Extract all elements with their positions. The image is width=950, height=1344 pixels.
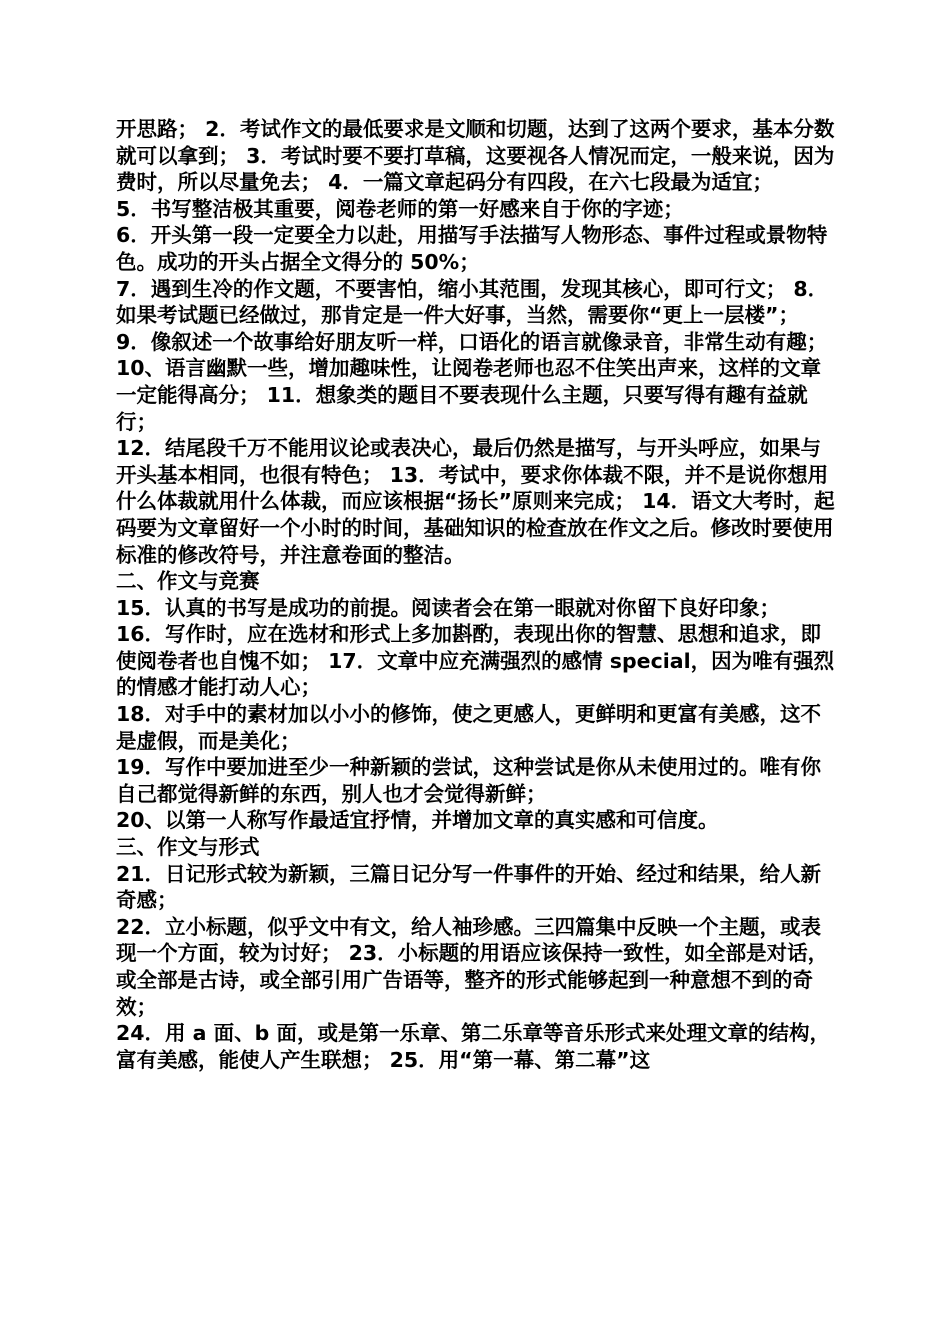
paragraph-10: 19．写作中要加进至少一种新颖的尝试，这种尝试是你从未使用过的。唯有你自己都觉得新鲜的东西，别人也才会觉得新鲜； <box>116 755 822 806</box>
paragraph-4: 7．遇到生冷的作文题，不要害怕，缩小其范围，发现其核心，即可行文； 8．如果考试题已经做过，那肯定是一件大好事，当然，需要你“更上一层楼”； 9．像叙述一个故事给好朋友听一样，口语化的语言就像录音，非常生动有趣； <box>116 276 829 354</box>
paragraph-12: 21．日记形式较为新颖，三篇日记分写一件事件的开始、经过和结果，给人新奇感； <box>116 861 822 913</box>
paragraph-13: 22．立小标题，似乎文中有文，给人袖珍感。三四篇集中反映一个主题，或表现一个方面，较为讨好； 23．小标题的用语应该保持一致性，如全部是对话，或全部是古诗，或全部引用广告语等，整齐的形式能够起到一种意想不到的奇效； <box>116 914 829 1019</box>
paragraph-9: 18．对手中的素材加以小小的修饰，使之更感人，更鲜明和更富有美感，这不是虚假，而是美化； <box>116 702 822 753</box>
document-body <box>116 116 838 1073</box>
paragraph-5: 10、语言幽默一些，增加趣味性，让阅卷老师也忍不住笑出声来，这样的文章一定能得高分； 11．想象类的题目不要表现什么主题，只要写得有趣有益就行； <box>116 356 822 434</box>
section-heading-2: 二、作文与竞赛 <box>116 569 260 594</box>
paragraph-7: 15．认真的书写是成功的前提。阅读者会在第一眼就对你留下良好印象； <box>116 595 781 620</box>
paragraph-1: 开思路； 2．考试作文的最低要求是文顺和切题，达到了这两个要求，基本分数就可以拿到； 3．考试时要不要打草稿，这要视各人情况而定，一般来说，因为费时，所以尽量免去； 4．一篇文章起码分有四段，在六七段最为适宜； <box>116 117 835 195</box>
paragraph-11: 20、以第一人称写作最适宜抒情，并增加文章的真实感和可信度。 <box>116 808 719 833</box>
section-heading-3: 三、作文与形式 <box>116 835 260 860</box>
paragraph-14: 24．用 a 面、b 面，或是第一乐章、第二乐章等音乐形式来处理文章的结构，富有美感，能使人产生联想； 25．用“第一幕、第二幕”这 <box>116 1021 830 1072</box>
paragraph-8: 16．写作时，应在选材和形式上多加斟酌，表现出你的智慧、思想和追求，即使阅卷者也自愧不如； 17．文章中应充满强烈的感情 special，因为唯有强烈的情感才能打动人心； <box>116 622 835 700</box>
paragraph-3: 6．开头第一段一定要全力以赴，用描写手法描写人物形态、事件过程或景物特色。成功的开头占据全文得分的 50%； <box>116 223 828 274</box>
paragraph-2: 5．书写整洁极其重要，阅卷老师的第一好感来自于你的字迹； <box>116 196 684 221</box>
paragraph-6: 12．结尾段千万不能用议论或表决心，最后仍然是描写，与开头呼应，如果与开头基本相同，也很有特色； 13．考试中，要求你体裁不限，并不是说你想用什么体裁就用什么体裁，而应该根据“扬长”原则来完成； 14．语文大考时，起码要为文章留好一个小时的时间，基础知识的检查放在作文之后。修改时要使用标准的修改符号，并注意卷面的整洁。 <box>116 436 835 567</box>
